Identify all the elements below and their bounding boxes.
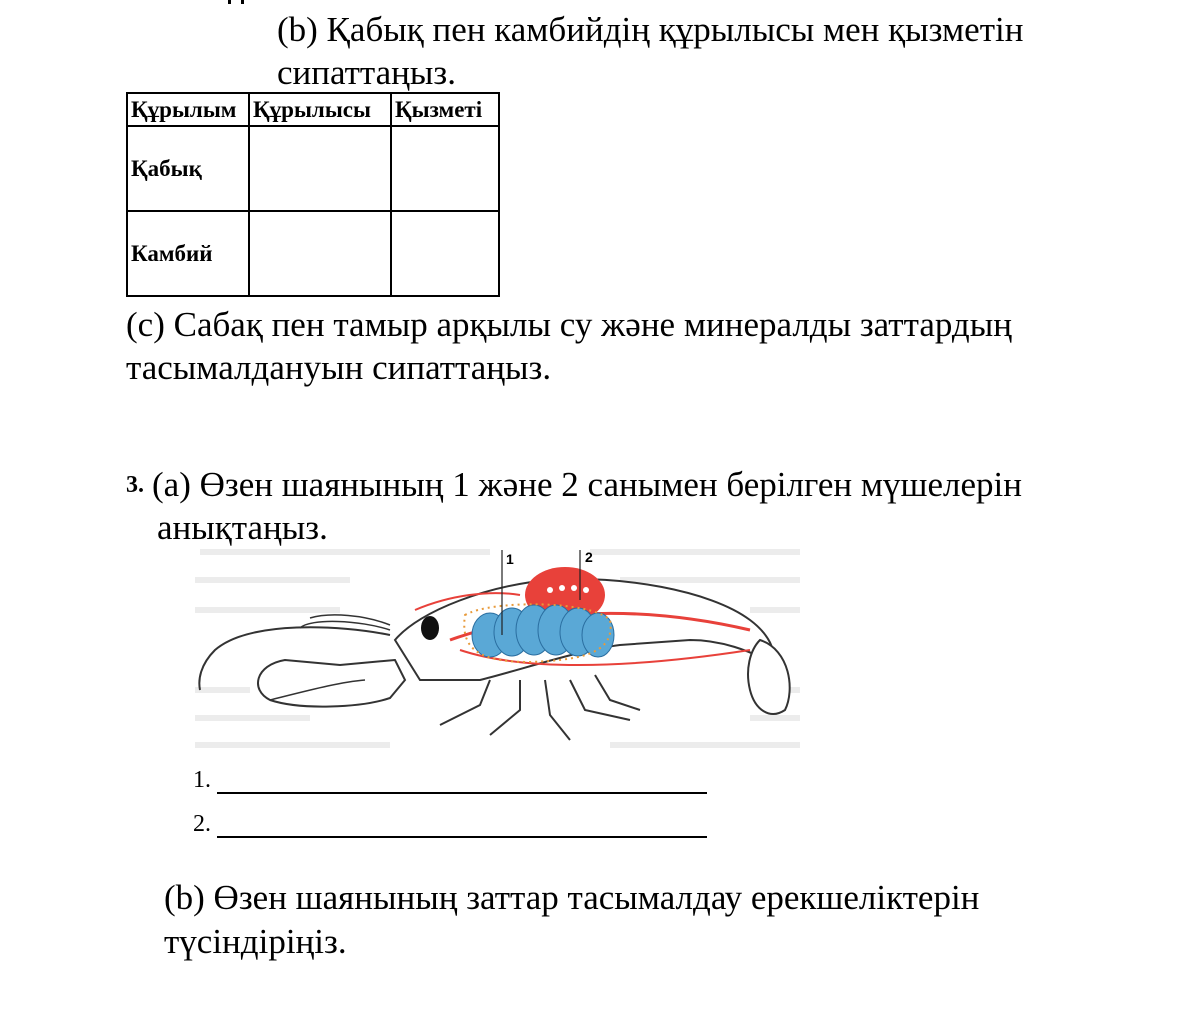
table-row-label: Қабық (127, 126, 249, 211)
eye (421, 616, 439, 640)
table-row-label: Камбий (127, 211, 249, 296)
walking-legs (440, 675, 640, 740)
table-cell-function[interactable] (391, 211, 499, 296)
q3-part-b-line2: түсіндіріңіз. (164, 922, 347, 961)
table-header-row (127, 93, 499, 126)
table-row (127, 211, 499, 296)
antennule (310, 615, 390, 625)
claw (258, 660, 405, 707)
figure-label-1: 1 (506, 551, 514, 567)
question-number: 3. (126, 472, 144, 498)
part-b-line1: (b) Қабық пен камбийдің құрылысы мен қызметін (277, 10, 1024, 49)
q3-part-a-line2: анықтаңыз. (157, 508, 328, 547)
answer-row-2 (193, 810, 707, 838)
table-header-cell: Қызметі (391, 93, 499, 126)
part-c-line1: (с) Сабақ пен тамыр арқылы су және минералды заттардың (126, 305, 1012, 344)
answer-input-1[interactable] (217, 770, 707, 794)
table-header-cell: Құрылысы (249, 93, 391, 126)
cut-off-text (228, 0, 268, 4)
q3-part-b-line1: (b) Өзен шаянының заттар тасымалдау ерекшеліктерін (164, 878, 980, 917)
q3-part-a-line1: (а) Өзен шаянының 1 және 2 санымен берілген мүшелерін (152, 465, 1022, 504)
table-cell-function[interactable] (391, 126, 499, 211)
structure-table (126, 92, 500, 297)
table-cell-structure[interactable] (249, 211, 391, 296)
tail-fan (748, 640, 790, 714)
table-header-cell: Құрылым (127, 93, 249, 126)
crayfish-diagram (190, 540, 810, 760)
answer-label: 1. (193, 767, 211, 793)
table-row (127, 126, 499, 211)
answer-input-2[interactable] (217, 814, 707, 838)
table-cell-structure[interactable] (249, 126, 391, 211)
answer-row-1 (193, 766, 707, 794)
answer-label: 2. (193, 811, 211, 837)
part-b-line2: сипаттаңыз. (277, 53, 456, 92)
part-c-line2: тасымалдануын сипаттаңыз. (126, 348, 552, 387)
figure-label-2: 2 (585, 549, 593, 565)
